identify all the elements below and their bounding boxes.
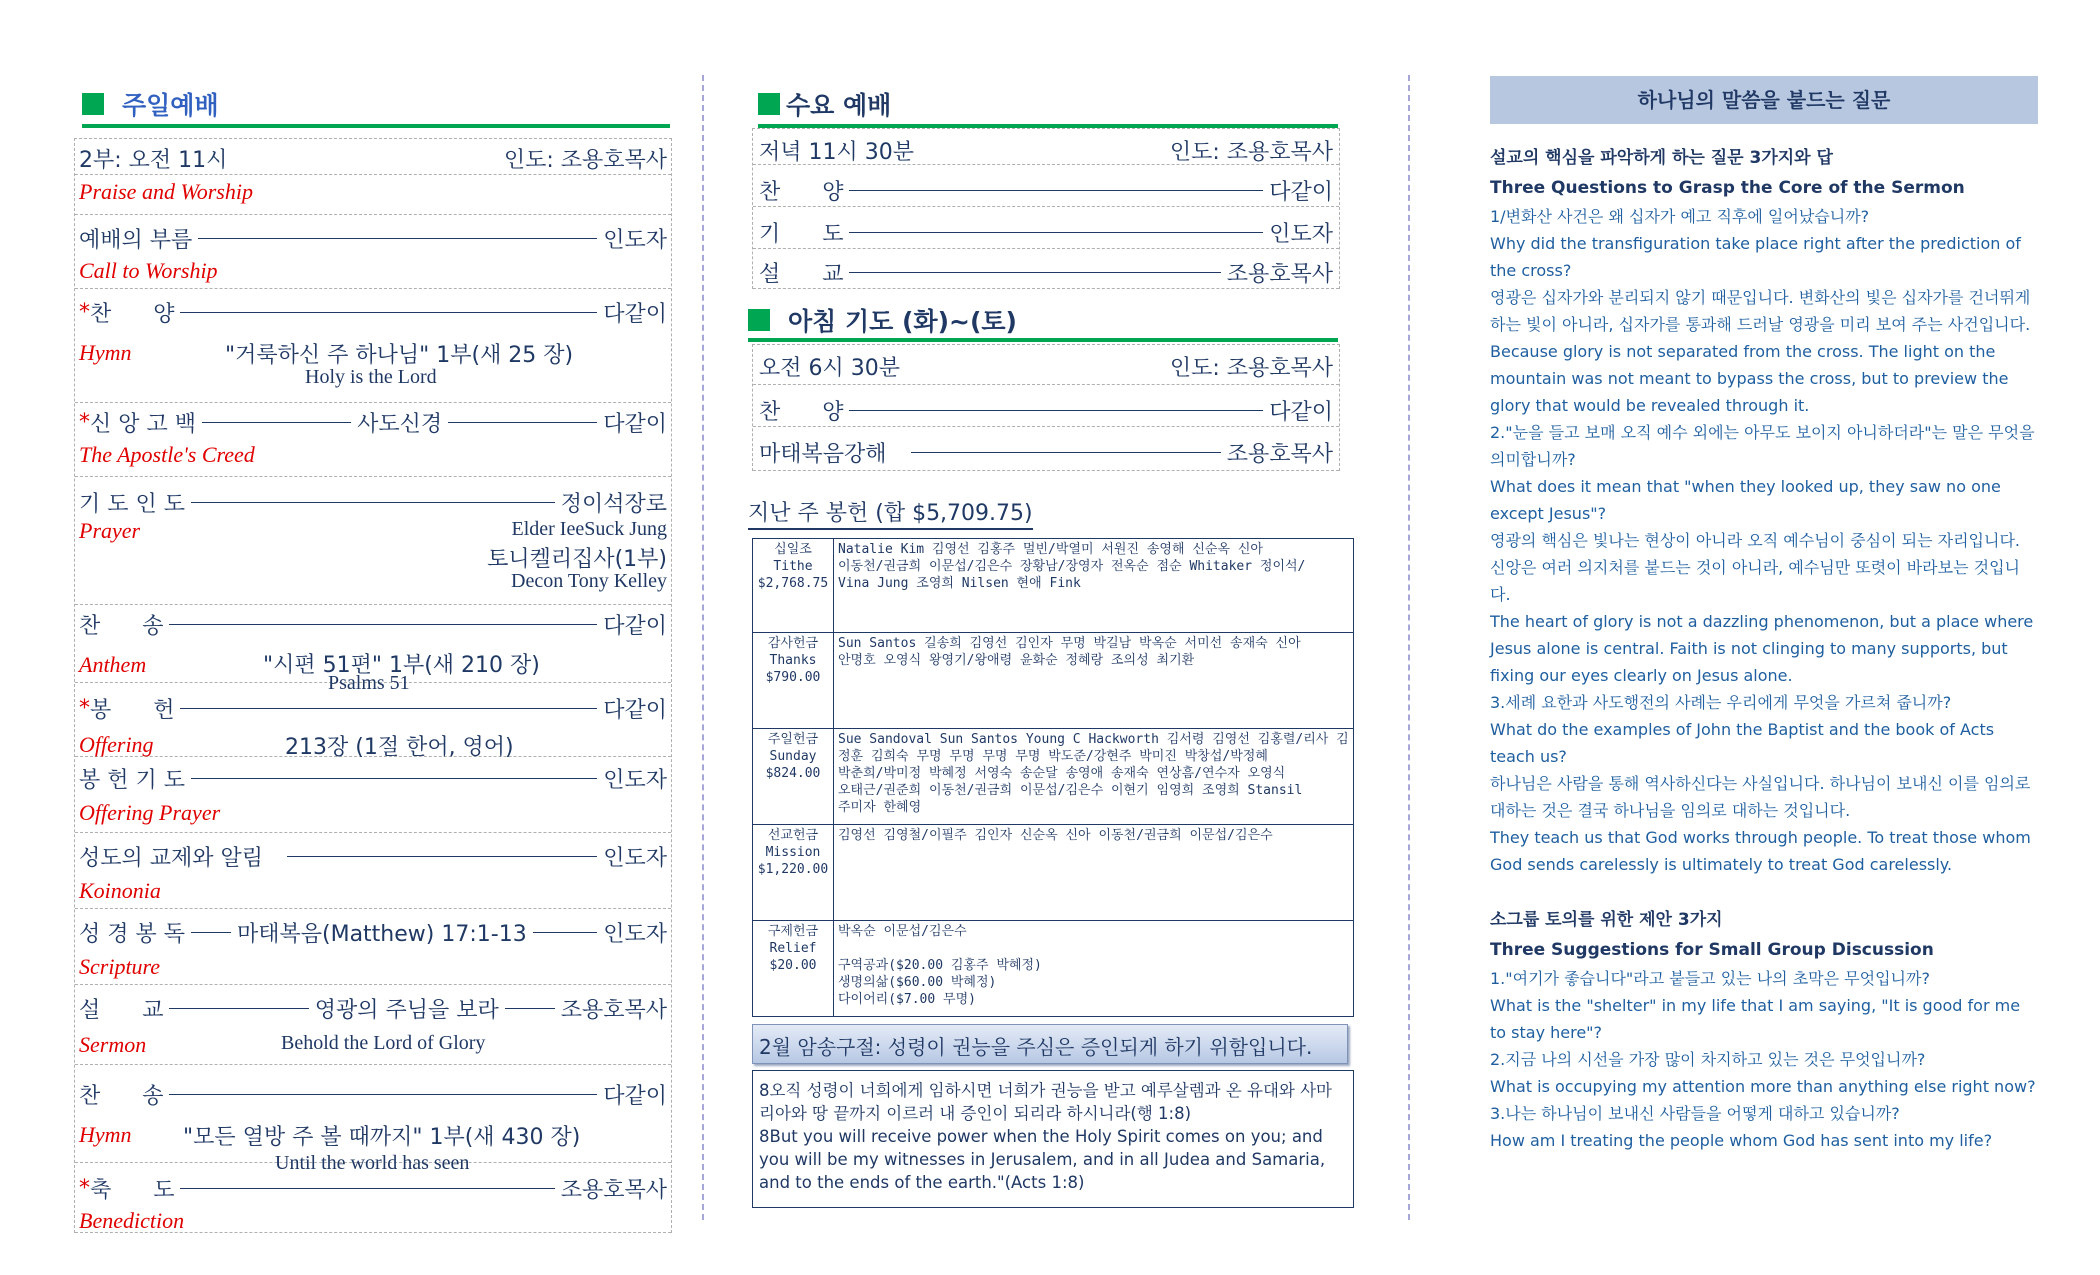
offering-hymn: 213장 (1절 한어, 영어) <box>285 735 514 760</box>
service-leader: 인도: 조용호목사 <box>503 148 667 173</box>
offering-category-amt: $790.00 <box>765 670 821 685</box>
answer-2: 영광의 핵심은 빛나는 현상이 아니라 오직 예수님이 중심이 되는 자리입니다. 신앙은 여러 의지처를 붙드는 것이 아니라, 예수님만 또렷이 바라보는 것입니다. <box>1490 531 2020 604</box>
hymn2-who: 다같이 <box>603 1084 667 1109</box>
offering-prayer-label-en: Offering Prayer <box>79 800 221 825</box>
wednesday-box <box>752 128 1340 289</box>
offering-label-en: Offering <box>79 732 154 757</box>
section1-title: 설교의 핵심을 파악하게 하는 질문 3가지와 답 <box>1490 148 1833 168</box>
anthem-label: 찬 송 <box>79 614 164 639</box>
offering-category-amt: $824.00 <box>765 766 821 781</box>
wednesday-time: 저녁 11시 30분 <box>759 140 914 165</box>
offering-row <box>753 729 1354 825</box>
scripture-label: 성 경 봉 독 <box>79 922 185 947</box>
question-2-en: What does it mean that "when they looked up, they saw no one except Jesus"? <box>1490 477 2001 523</box>
offering-category <box>753 729 834 825</box>
sermon-label: 설 교 <box>79 998 164 1023</box>
offering-title: 지난 주 봉헌 (합 $5,709.75) <box>748 496 1033 530</box>
anthem-who: 다같이 <box>603 614 667 639</box>
morning-study-label: 마태복음강해 <box>759 442 887 467</box>
memory-verse-banner <box>752 1024 1348 1064</box>
hymn1-who: 다같이 <box>603 302 667 327</box>
morning-hymn-label: 찬 양 <box>759 400 844 425</box>
sermon-label-en: Sermon <box>79 1032 147 1057</box>
hymn2-title-en: Until the world has seen <box>275 1152 470 1174</box>
prayer-leader-en: Elder IeeSuck Jung <box>511 518 667 540</box>
morning-hymn-who: 다같이 <box>1269 400 1333 425</box>
question-2: 2."눈을 들고 보매 오직 예수 외에는 아무도 보이지 아니하더라"는 말은 무엇을 의미합니까? <box>1490 423 2035 469</box>
prayer-label-en: Prayer <box>79 518 141 543</box>
question-3-en: What do the examples of John the Baptist and the book of Acts teach us? <box>1490 720 1995 766</box>
wed-hymn-label: 찬 양 <box>759 180 844 205</box>
sunday-order-box <box>74 138 672 1233</box>
anthem-label-en: Anthem <box>79 652 147 677</box>
hymn1-title: "거룩하신 주 하나님" 1부(새 25 장) <box>225 343 574 368</box>
standing-mark: * <box>79 300 90 325</box>
memory-verse-box <box>752 1070 1354 1208</box>
answer-3-en: They teach us that God works through people. To treat those whom God sends carelessly is ultimately to treat God carelessly. <box>1490 828 2031 874</box>
column-divider <box>702 75 704 1220</box>
wed-sermon-label: 설 교 <box>759 262 844 287</box>
green-square-icon <box>82 93 104 115</box>
hymn1-label-en: Hymn <box>79 340 132 365</box>
offering-category-en: Relief <box>769 941 817 956</box>
group-q3-en: How am I treating the people whom God has sent into my life? <box>1490 1131 1993 1150</box>
sermon-title: 영광의 주님을 보라 <box>314 998 499 1023</box>
prayer-leader: 정이석장로 <box>560 492 667 517</box>
offering-category <box>753 633 834 729</box>
call-label-en: Call to Worship <box>79 258 218 283</box>
offering-row <box>753 633 1354 729</box>
offering-row <box>753 825 1354 921</box>
wed-prayer-label: 기 도 <box>759 222 844 247</box>
benediction-who: 조용호목사 <box>560 1178 667 1203</box>
offering-category-ko: 구제헌금 <box>767 924 819 939</box>
offering-category <box>753 539 834 633</box>
questions-header <box>1490 76 2038 124</box>
wed-prayer-who: 인도자 <box>1269 222 1333 247</box>
scripture-who: 인도자 <box>603 922 667 947</box>
offering-category-en: Tithe <box>773 559 813 574</box>
anthem-title: "시편 51편" 1부(새 210 장) <box>263 653 540 678</box>
column-divider <box>1408 75 1410 1220</box>
creed-label-en: The Apostle's Creed <box>79 442 255 467</box>
answer-1-en: Because glory is not separated from the cross. The light on the mountain was not meant to bypass the cross, but to preview the glory that would be revealed through it. <box>1490 342 2009 415</box>
offering-prayer-label: 봉 헌 기 도 <box>79 768 185 793</box>
group-q1: 1."여기가 좋습니다"라고 붙들고 있는 나의 초막은 무엇입니까? <box>1490 969 1930 988</box>
offering-category-amt: $1,220.00 <box>757 862 829 877</box>
question-1-en: Why did the transfiguration take place right after the prediction of the cross? <box>1490 234 2021 280</box>
hymn2-title: "모든 열방 주 볼 때까지" 1부(새 430 장) <box>183 1125 581 1150</box>
koinonia-label-en: Koinonia <box>79 878 161 903</box>
offering-category-ko: 십일조 <box>774 542 812 557</box>
creed-who: 다같이 <box>603 412 667 437</box>
morning-box <box>752 344 1340 471</box>
call-leader: 인도자 <box>603 228 667 253</box>
offering-prayer-who: 인도자 <box>603 768 667 793</box>
morning-title: 아침 기도 (화)~(토) <box>788 307 1017 336</box>
benediction-label: 축 도 <box>90 1178 175 1203</box>
wednesday-section-title <box>758 86 1338 122</box>
offering-category-ko: 주일헌금 <box>767 732 819 747</box>
sunday-title: 주일예배 <box>122 91 219 120</box>
creed-name: 사도신경 <box>357 412 443 437</box>
green-square-icon <box>758 93 780 115</box>
questions-title: 하나님의 말씀을 붙드는 질문 <box>1637 88 1891 112</box>
service-time: 2부: 오전 11시 <box>79 148 228 173</box>
standing-mark: * <box>79 410 90 435</box>
question-3: 3.세례 요한과 사도행전의 사례는 우리에게 무엇을 가르쳐 줍니까? <box>1490 693 1952 712</box>
sermon-preacher: 조용호목사 <box>560 998 667 1023</box>
hymn1-title-en: Holy is the Lord <box>305 366 437 388</box>
group-q3: 3.나는 하나님이 보내신 사람들을 어떻게 대하고 있습니까? <box>1490 1104 1900 1123</box>
call-label: 예배의 부름 <box>79 228 193 253</box>
offering-row <box>753 539 1354 633</box>
wednesday-title: 수요 예배 <box>786 91 892 120</box>
offering-who: 다같이 <box>603 698 667 723</box>
answer-1: 영광은 십자가와 분리되지 않기 때문입니다. 변화산의 빛은 십자가를 건너뛰게 하는 빛이 아니라, 십자가를 통과해 드러날 영광을 미리 보여 주는 사건입니다. <box>1490 288 2031 334</box>
sermon-title-en: Behold the Lord of Glory <box>281 1032 486 1054</box>
wed-hymn-who: 다같이 <box>1269 180 1333 205</box>
section2-title: 소그룹 토의를 위한 제안 3가지 <box>1490 910 1723 930</box>
offering-category-en: Sunday <box>769 749 817 764</box>
prayer-leader-2: 토니켈리집사(1부) <box>487 547 667 572</box>
offering-names: Sun Santos 길송희 김영선 김인자 무명 박길남 박옥순 서미선 송재숙 신아 안명호 오영식 왕영기/왕애령 윤화순 정혜랑 조의성 최기환 <box>834 633 1354 729</box>
anthem-title-en: Psalms 51 <box>328 672 410 694</box>
memory-verse-title: 2월 암송구절: 성령이 권능을 주심은 증인되게 하기 위함입니다. <box>759 1035 1313 1059</box>
offering-category-en: Thanks <box>769 653 817 668</box>
wednesday-leader: 인도: 조용호목사 <box>1169 140 1333 165</box>
wed-sermon-who: 조용호목사 <box>1226 262 1333 287</box>
group-q2-en: What is occupying my attention more than anything else right now? <box>1490 1077 2036 1096</box>
answer-2-en: The heart of glory is not a dazzling phenomenon, but a place where Jesus alone is central. Faith is not clinging to many supports, but fixing our eyes clearly on Jesus alone. <box>1490 612 2034 685</box>
section2-title-en: Three Suggestions for Small Group Discussion <box>1490 940 1934 960</box>
sunday-section-title <box>82 86 670 122</box>
standing-mark: * <box>79 1176 90 1201</box>
morning-leader: 인도: 조용호목사 <box>1169 356 1333 381</box>
answer-3: 하나님은 사람을 통해 역사하신다는 사실입니다. 하나님이 보내신 이를 임의로 대하는 것은 결국 하나님을 임의로 대하는 것입니다. <box>1490 774 2031 820</box>
offering-row <box>753 921 1354 1017</box>
offering-category-amt: $2,768.75 <box>757 576 829 591</box>
memory-verse-ko: 8오직 성령이 너희에게 임하시면 너희가 권능을 받고 예루살렘과 온 유대와 사마리아와 땅 끝까지 이르러 내 증인이 되리라 하시니라(행 1:8) <box>759 1081 1332 1123</box>
koinonia-label: 성도의 교제와 알림 <box>79 846 264 871</box>
offering-names: Natalie Kim 김영선 김홍주 멀빈/박열미 서원진 송영해 신순옥 신아 이동천/권금희 이문섭/김은수 장황남/장영자 전옥순 점순 Whitaker 정이석/ Vina Jung 조영희 Nilsen 현애 Fink <box>834 539 1354 633</box>
hymn2-label-en: Hymn <box>79 1122 132 1147</box>
offering-names: 김영선 김영철/이필주 김인자 신순옥 신아 이동천/권금희 이문섭/김은수 <box>834 825 1354 921</box>
scripture-passage: 마태복음(Matthew) 17:1-13 <box>237 922 527 947</box>
offering-names: Sue Sandoval Sun Santos Young C Hackworth 김서령 김영선 김홍렬/리사 김 정훈 김희숙 무명 무명 무명 무명 박도준/강현주 박미진 박창섭/박정혜 박춘희/박미정 박혜정 서영숙 송순달 송영애 송재숙 연상흠/연수자 오영식 오태근/권준희 이동천/권금희 이문섭/김은수 이현기 임영희 조영희 Stansil 주미자 한혜영 <box>834 729 1354 825</box>
benediction-label-en: Benediction <box>79 1208 185 1233</box>
offering-category <box>753 921 834 1017</box>
section1-title-en: Three Questions to Grasp the Core of the Sermon <box>1490 178 1965 198</box>
hymn1-label: 찬 양 <box>90 302 175 327</box>
offering-category-ko: 감사헌금 <box>767 636 819 651</box>
offering-category <box>753 825 834 921</box>
question-1: 1/변화산 사건은 왜 십자가 예고 직후에 일어났습니까? <box>1490 207 1870 226</box>
morning-section-title <box>748 302 1338 338</box>
offering-names: 박옥순 이문섭/김은수 구역공과($20.00 김홍주 박혜정) 생명의삶($60.00 박혜정) 다이어리($7.00 무명) <box>834 921 1354 1017</box>
prayer-leader-2-en: Decon Tony Kelley <box>511 570 667 592</box>
offering-label: 봉 헌 <box>90 698 175 723</box>
standing-mark: * <box>79 696 90 721</box>
offering-table <box>752 538 1354 1017</box>
group-q2: 2.지금 나의 시선을 가장 많이 차지하고 있는 것은 무엇입니까? <box>1490 1050 1926 1069</box>
hymn2-label: 찬 송 <box>79 1084 164 1109</box>
green-square-icon <box>748 309 770 331</box>
morning-study-who: 조용호목사 <box>1226 442 1333 467</box>
memory-verse-en: 8But you will receive power when the Holy Spirit comes on you; and you will be my witnesses in Jerusalem, and in all Judea and Samaria, and to the ends of the earth."(Acts 1:8) <box>759 1127 1326 1192</box>
prayer-label: 기 도 인 도 <box>79 492 185 517</box>
offering-category-ko: 선교헌금 <box>767 828 819 843</box>
morning-time: 오전 6시 30분 <box>759 356 900 381</box>
koinonia-who: 인도자 <box>603 846 667 871</box>
offering-category-en: Mission <box>765 845 821 860</box>
offering-category-amt: $20.00 <box>769 958 817 973</box>
group-q1-en: What is the "shelter" in my life that I am saying, "It is good for me to stay here"? <box>1490 996 2021 1042</box>
praise-label-en: Praise and Worship <box>79 179 253 204</box>
creed-label: 신 앙 고 백 <box>90 412 196 437</box>
scripture-label-en: Scripture <box>79 954 161 979</box>
